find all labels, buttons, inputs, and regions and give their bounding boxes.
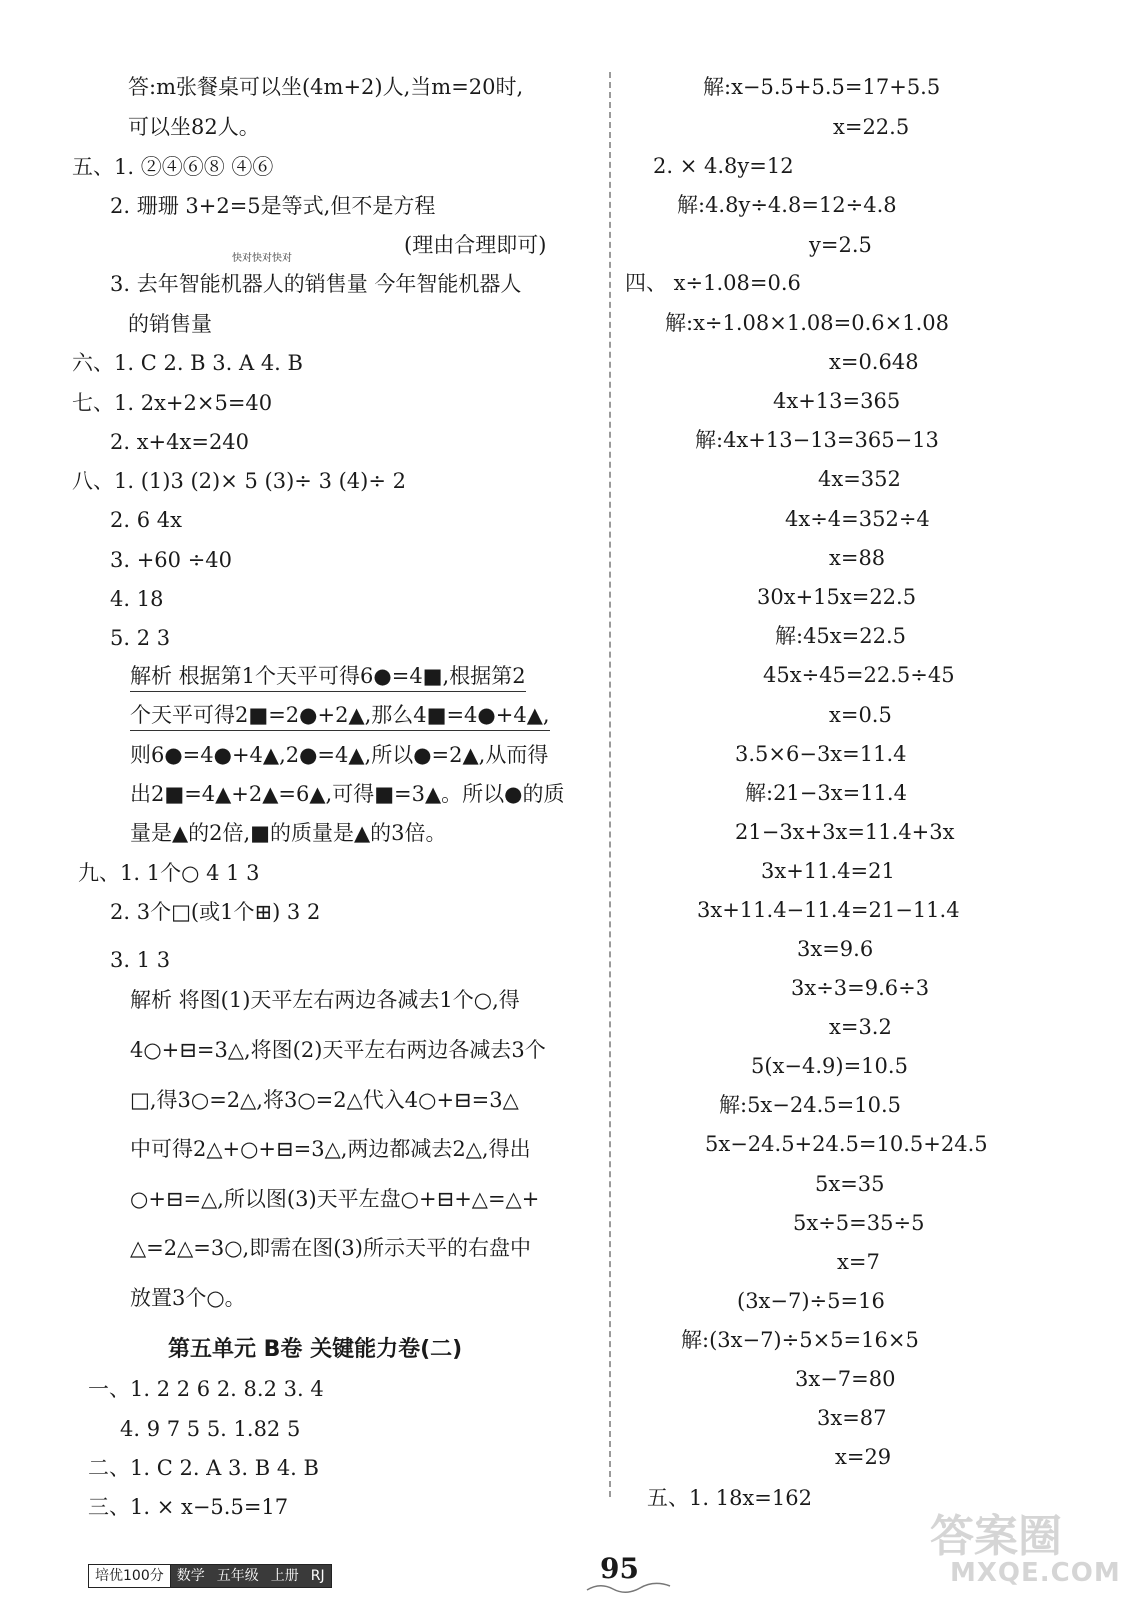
right-column	[615, 0, 1143, 1600]
solution-line: x=29	[835, 1445, 892, 1469]
analysis-line: 量是▲的2倍,■的质量是▲的3倍。	[130, 821, 447, 845]
analysis-line: 中可得2△+○+⊟=3△,两边都减去2△,得出	[130, 1137, 531, 1161]
solution-line: 解:5x−24.5=10.5	[719, 1093, 901, 1117]
solution-line: x=88	[829, 546, 886, 570]
solution-line: x=0.5	[829, 703, 892, 727]
answer-line: 2. x+4x=240	[110, 430, 250, 454]
wave-ornament-icon	[585, 1582, 675, 1594]
solution-line: 2. × 4.8y=12	[653, 154, 794, 178]
analysis-line: 4○+⊟=3△,将图(2)天平左右两边各减去3个	[130, 1038, 546, 1062]
analysis-line: 个天平可得2■=2●+2▲,那么4■=4●+4▲,	[130, 700, 550, 731]
solution-line: (3x−7)÷5=16	[737, 1289, 885, 1313]
answer-line: 3. 1 3	[110, 948, 171, 972]
answer-line: 的销售量	[128, 312, 212, 336]
analysis-line: 放置3个○。	[130, 1286, 246, 1310]
solution-line: 解:4.8y÷4.8=12÷4.8	[677, 193, 897, 217]
solution-line: 3x÷3=9.6÷3	[791, 976, 930, 1000]
answer-line: 三、1. × x−5.5=17	[88, 1495, 289, 1519]
solution-line: 解:21−3x=11.4	[745, 781, 907, 805]
solution-line: 四、 x÷1.08=0.6	[625, 271, 801, 295]
answer-line: 2. 3个□(或1个⊞) 3 2	[110, 900, 321, 924]
solution-line: 5x−24.5+24.5=10.5+24.5	[705, 1132, 988, 1156]
solution-line: 45x÷45=22.5÷45	[763, 663, 955, 687]
solution-line: 3x−7=80	[795, 1367, 896, 1391]
watermark-text: 答案圈	[930, 1511, 1062, 1562]
solution-line: 30x+15x=22.5	[757, 585, 917, 609]
answer-line: 4. 9 7 5 5. 1.82 5	[120, 1417, 301, 1441]
answer-line: 八、1. (1)3 (2)× 5 (3)÷ 3 (4)÷ 2	[72, 469, 406, 493]
footer-brand: 培优100分	[89, 1565, 171, 1587]
solution-line: x=22.5	[833, 115, 910, 139]
analysis-line: 解析 将图(1)天平左右两边各减去1个○,得	[130, 988, 520, 1012]
solution-line: 解:x÷1.08×1.08=0.6×1.08	[665, 311, 949, 335]
watermark	[930, 1500, 1130, 1595]
answer-line: 答:m张餐桌可以坐(4m+2)人,当m=20时,	[128, 75, 524, 99]
answer-line: 九、1. 1个○ 4 1 3	[78, 861, 260, 885]
solution-line: 5x÷5=35÷5	[793, 1211, 925, 1235]
footer-term: 上册	[265, 1565, 305, 1587]
page-number: 95	[600, 1552, 639, 1585]
footer-edition: RJ	[305, 1565, 331, 1587]
solution-line: x=7	[837, 1250, 880, 1274]
footer-subject: 数学	[171, 1565, 211, 1587]
solution-line: y=2.5	[809, 233, 872, 257]
solution-line: 4x+13=365	[773, 389, 901, 413]
answer-line: 五、1. ②④⑥⑧ ④⑥	[72, 155, 274, 179]
answer-line: 3. 去年智能机器人的销售量 今年智能机器人	[110, 272, 522, 296]
analysis-line: △=2△=3○,即需在图(3)所示天平的右盘中	[130, 1236, 531, 1260]
solution-line: 4x=352	[818, 467, 901, 491]
solution-line: 解:x−5.5+5.5=17+5.5	[703, 75, 941, 99]
solution-line: 解:4x+13−13=365−13	[695, 428, 939, 452]
answer-line: 一、1. 2 2 6 2. 8.2 3. 4	[88, 1377, 324, 1401]
solution-line: 3x=9.6	[797, 937, 874, 961]
analysis-line: 则6●=4●+4▲,2●=4▲,所以●=2▲,从而得	[130, 743, 549, 767]
solution-line: 3x+11.4=21	[761, 859, 895, 883]
solution-line: 解:45x=22.5	[775, 624, 906, 648]
answer-line: 二、1. C 2. A 3. B 4. B	[88, 1456, 319, 1480]
footer-grade: 五年级	[211, 1565, 265, 1587]
solution-line: 21−3x+3x=11.4+3x	[735, 820, 955, 844]
answer-line: 可以坐82人。	[128, 115, 260, 139]
answer-line: 2. 6 4x	[110, 508, 182, 532]
footer-book-info	[88, 1564, 332, 1588]
solution-line: 5(x−4.9)=10.5	[751, 1054, 908, 1078]
answer-line: 5. 2 3	[110, 626, 171, 650]
solution-line: 4x÷4=352÷4	[785, 507, 930, 531]
section-title: 第五单元 B卷 关键能力卷(二)	[168, 1337, 463, 1362]
answer-line: (理由合理即可)	[404, 233, 547, 257]
column-divider	[609, 72, 611, 1497]
analysis-line: □,得3○=2△,将3○=2△代入4○+⊟=3△	[130, 1088, 519, 1112]
solution-line: 解:(3x−7)÷5×5=16×5	[681, 1328, 919, 1352]
watermark-url: MXQE.COM	[950, 1558, 1121, 1588]
answer-line: 六、1. C 2. B 3. A 4. B	[72, 351, 303, 375]
solution-line: 5x=35	[815, 1172, 885, 1196]
solution-line: 五、1. 18x=162	[647, 1486, 812, 1510]
handwritten-note: 快对快对快对	[232, 253, 292, 264]
analysis-line: 解析 根据第1个天平可得6●=4■,根据第2	[130, 661, 526, 692]
answer-line: 4. 18	[110, 587, 164, 611]
analysis-line: ○+⊟=△,所以图(3)天平左盘○+⊟+△=△+	[130, 1187, 540, 1211]
answer-line: 3. +60 ÷40	[110, 548, 233, 572]
analysis-line: 出2■=4▲+2▲=6▲,可得■=3▲。所以●的质	[130, 782, 565, 806]
solution-line: x=3.2	[829, 1015, 892, 1039]
solution-line: 3.5×6−3x=11.4	[735, 742, 907, 766]
solution-line: x=0.648	[829, 350, 919, 374]
solution-line: 3x=87	[817, 1406, 887, 1430]
solution-line: 3x+11.4−11.4=21−11.4	[697, 898, 960, 922]
answer-line: 2. 珊珊 3+2=5是等式,但不是方程	[110, 194, 436, 218]
answer-line: 七、1. 2x+2×5=40	[72, 391, 273, 415]
